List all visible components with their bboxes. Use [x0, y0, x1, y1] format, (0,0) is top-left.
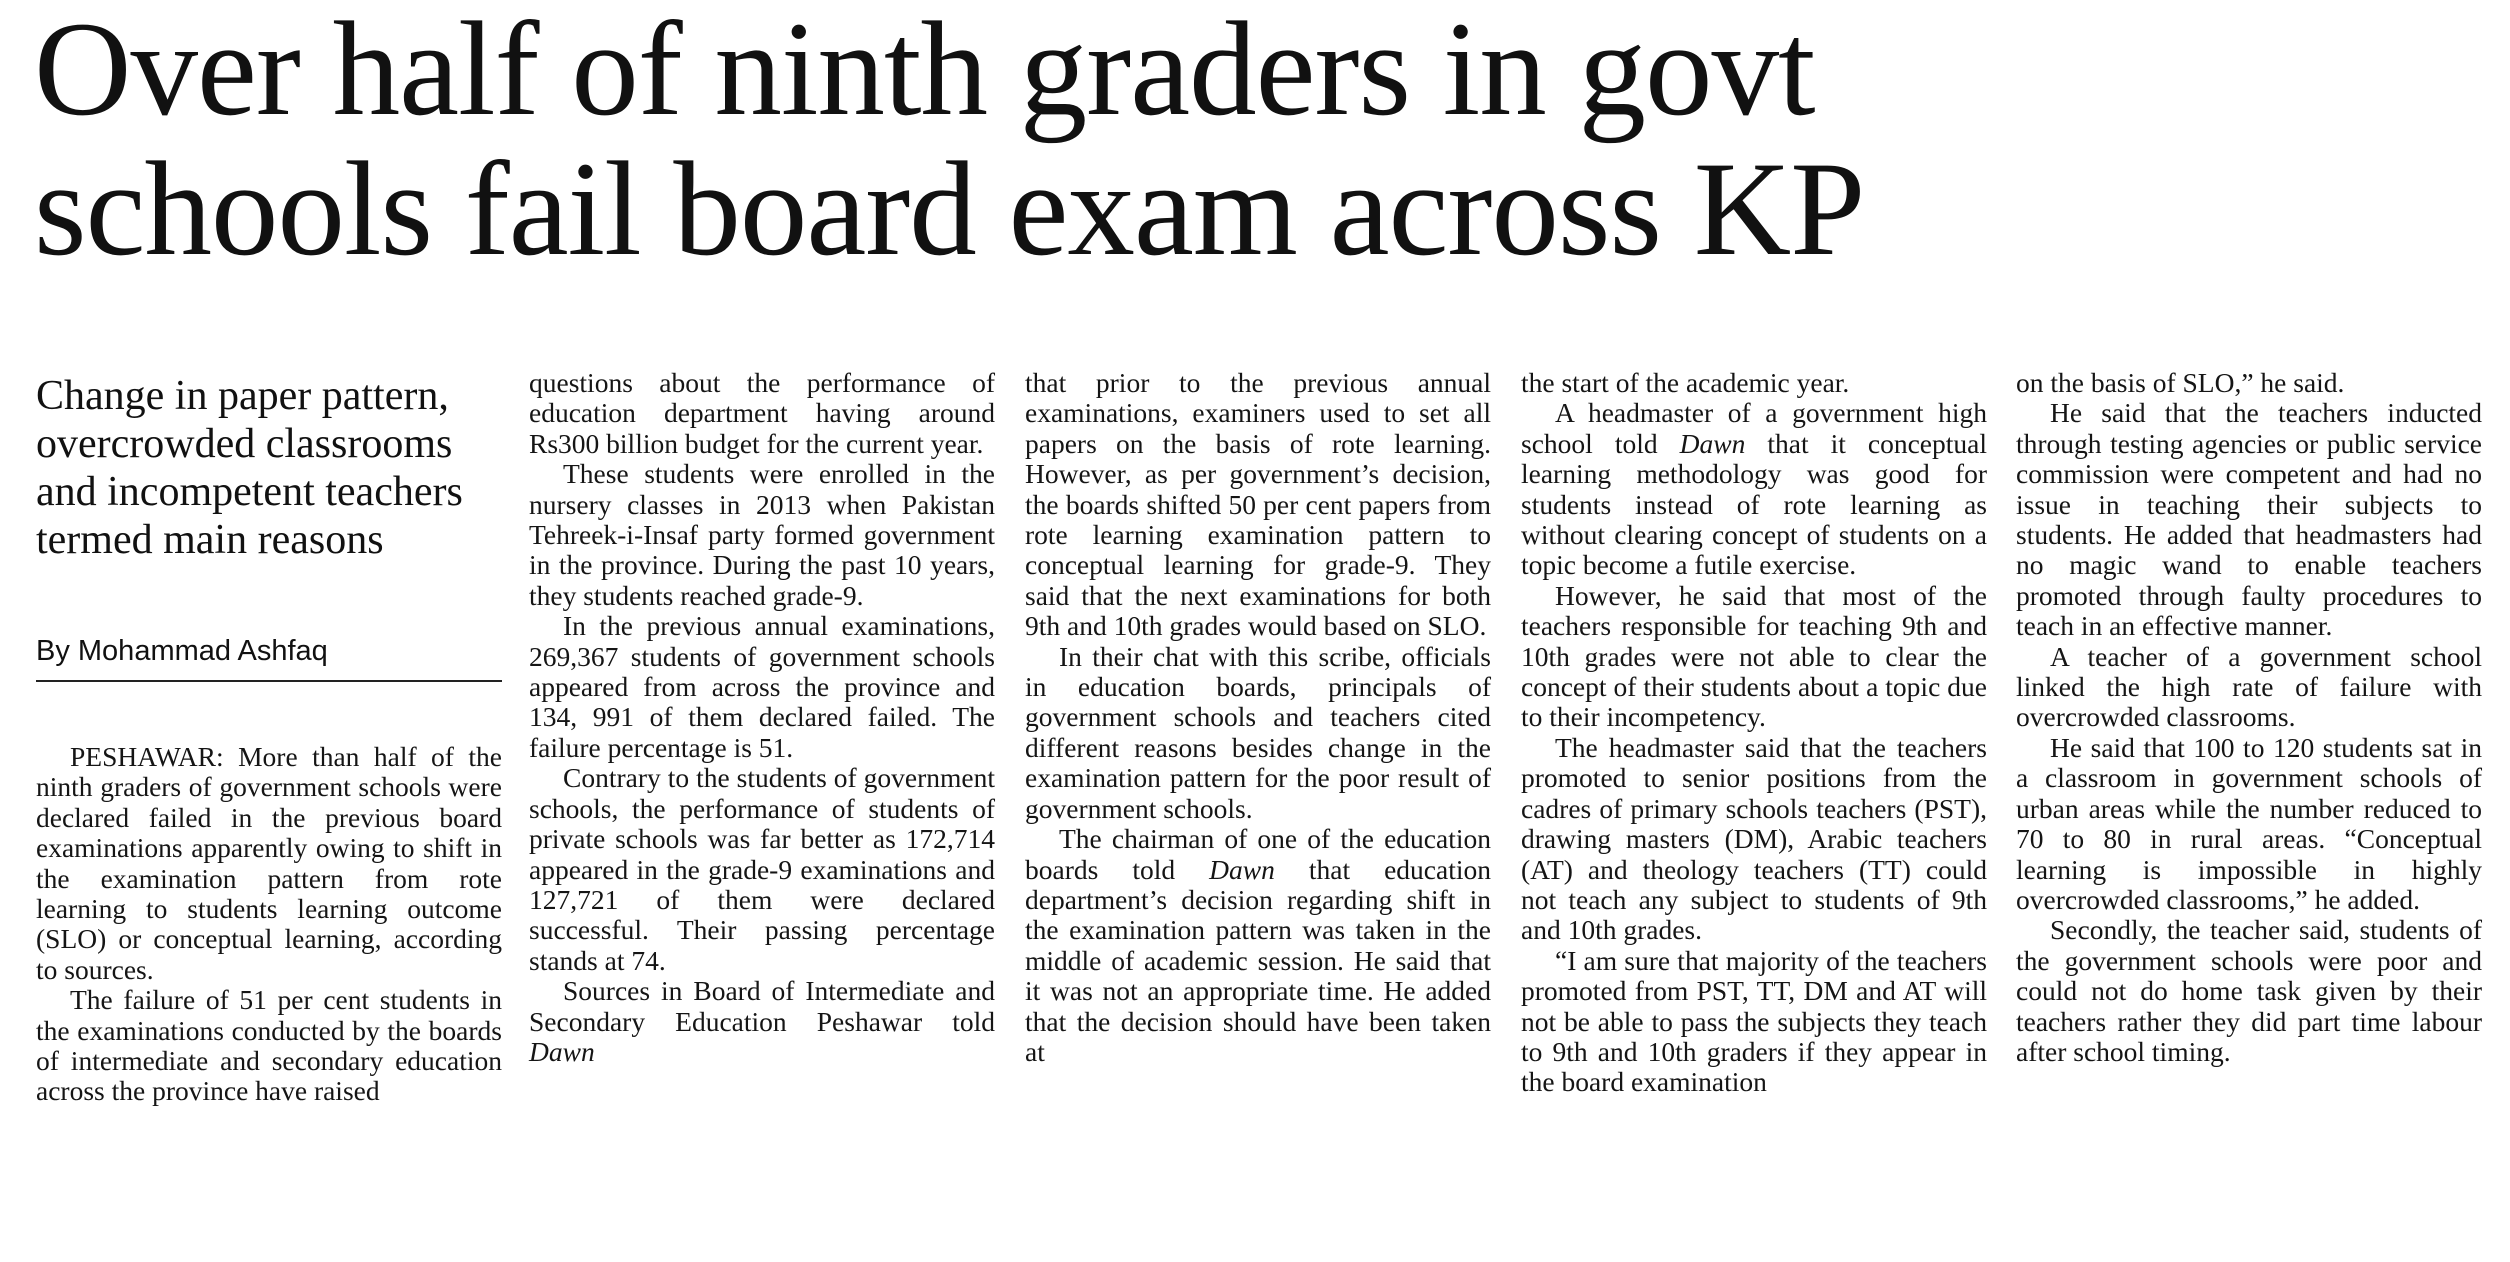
- deck-subheadline: Change in paper pattern, overcrowded classrooms and incompetent teachers termed main reasons: [36, 373, 463, 563]
- article-column-2: [529, 368, 995, 1067]
- article-column-3: [1025, 368, 1491, 1067]
- headline: [34, 0, 2474, 284]
- paragraph: PESHAWAR: More than half of the ninth graders of government schools were declared failed in the previous board examinations apparently owing to shift in the examination pattern from rote learning to students learning outcome (SLO) or conceptual learning, according to sources.: [36, 741, 502, 985]
- paragraph: Secondly, the teacher said, students of the government schools were poor and could not do home task given by their teachers rather they did part time labour after school timing.: [2016, 914, 2482, 1067]
- paragraph: on the basis of SLO,” he said.: [2016, 367, 2345, 398]
- paragraph-text: A headmaster of a government high school told: [1521, 397, 1987, 459]
- paragraph: [1521, 398, 1987, 580]
- headline-line-2: schools fail board exam across KP: [34, 135, 1865, 284]
- paragraph-text: Sources in Board of Intermediate and Secondary Education Peshawar told: [529, 975, 995, 1037]
- paragraph-text: that education department’s decision regarding shift in the examination pattern was taken in the middle of academic session. He said that it was not an appropriate time. He added that the decision should have been taken at: [1025, 853, 1491, 1067]
- paragraph: A teacher of a government school linked the high rate of failure with overcrowded classrooms.: [2016, 640, 2482, 733]
- dawn-mention: Dawn: [1209, 853, 1275, 885]
- paragraph: In their chat with this scribe, officials in education boards, principals of government schools and teachers cited different reasons besides change in the examination pattern for the poor result of government schools.: [1025, 640, 1491, 824]
- dawn-mention: Dawn: [1679, 427, 1746, 459]
- paragraph: However, he said that most of the teachers responsible for teaching 9th and 10th grades were not able to clear the concept of their students about a topic due to their incompetency.: [1521, 579, 1987, 733]
- paragraph: The failure of 51 per cent students in the examinations conducted by the boards of intermediate and secondary education across the province have raised: [36, 984, 502, 1107]
- paragraph: In the previous annual examinations, 269,367 students of government schools appeared from across the province and 134, 991 of them declared failed. The failure percentage is 51.: [529, 610, 995, 763]
- article-column-1: [36, 368, 502, 1107]
- paragraph: These students were enrolled in the nursery classes in 2013 when Pakistan Tehreek-i-Insaf party formed government in the province. During the past 10 years, they students reached grade-9.: [529, 458, 995, 611]
- paragraph: that prior to the previous annual examinations, examiners used to set all papers on the basis of rote learning. However, as per government’s decision, the boards shifted 50 per cent papers from rote learning examination pattern to conceptual learning for grade-9. They said that the next examinations for both 9th and 10th grades would based on SLO.: [1025, 367, 1491, 642]
- paragraph: “I am sure that majority of the teachers promoted from PST, TT, DM and AT will not be able to pass the subjects they teach to 9th and 10th graders if they appear in the board examination: [1521, 944, 1987, 1098]
- headline-line-1: Over half of ninth graders in govt: [34, 0, 1815, 144]
- article-column-4: [1521, 368, 1987, 1098]
- paragraph: questions about the performance of education department having around Rs300 billion budget for the current year.: [529, 367, 995, 459]
- paragraph-text: The chairman of one of the education boards told: [1025, 823, 1491, 885]
- article-column-5: [2016, 368, 2482, 1067]
- paragraph: [1025, 824, 1491, 1067]
- paragraph: The headmaster said that the teachers promoted to senior positions from the cadres of primary schools teachers (PST), drawing masters (DM), Arabic teachers (AT) and theology teachers (TT) could not teach any subject to students of 9th and 10th grades.: [1521, 731, 1987, 946]
- paragraph: [529, 976, 995, 1067]
- paragraph-text: that it conceptual learning methodology was good for students instead of rote learning as without clearing concept of students on a topic become a futile exercise.: [1521, 427, 1987, 581]
- paragraph: Contrary to the students of government schools, the performance of students of private schools was far better as 172,714 appeared in the grade-9 examinations and 127,721 of them were declared successful. Their passing percentage stands at 74.: [529, 762, 995, 976]
- dawn-mention: Dawn: [529, 1035, 595, 1067]
- paragraph: He said that 100 to 120 students sat in a classroom in government schools of urban areas while the number reduced to 70 to 80 in rural areas. “Conceptual learning is impossible in highly overcrowded classrooms,” he added.: [2016, 731, 2482, 915]
- paragraph: the start of the academic year.: [1521, 367, 1850, 398]
- paragraph: He said that the teachers inducted through testing agencies or public service commission were competent and had no issue in teaching their subjects to students. He added that headmasters had no magic wand to enable teachers promoted through faulty procedures to teach in an effective manner.: [2016, 397, 2482, 642]
- byline: By Mohammad Ashfaq: [36, 634, 502, 682]
